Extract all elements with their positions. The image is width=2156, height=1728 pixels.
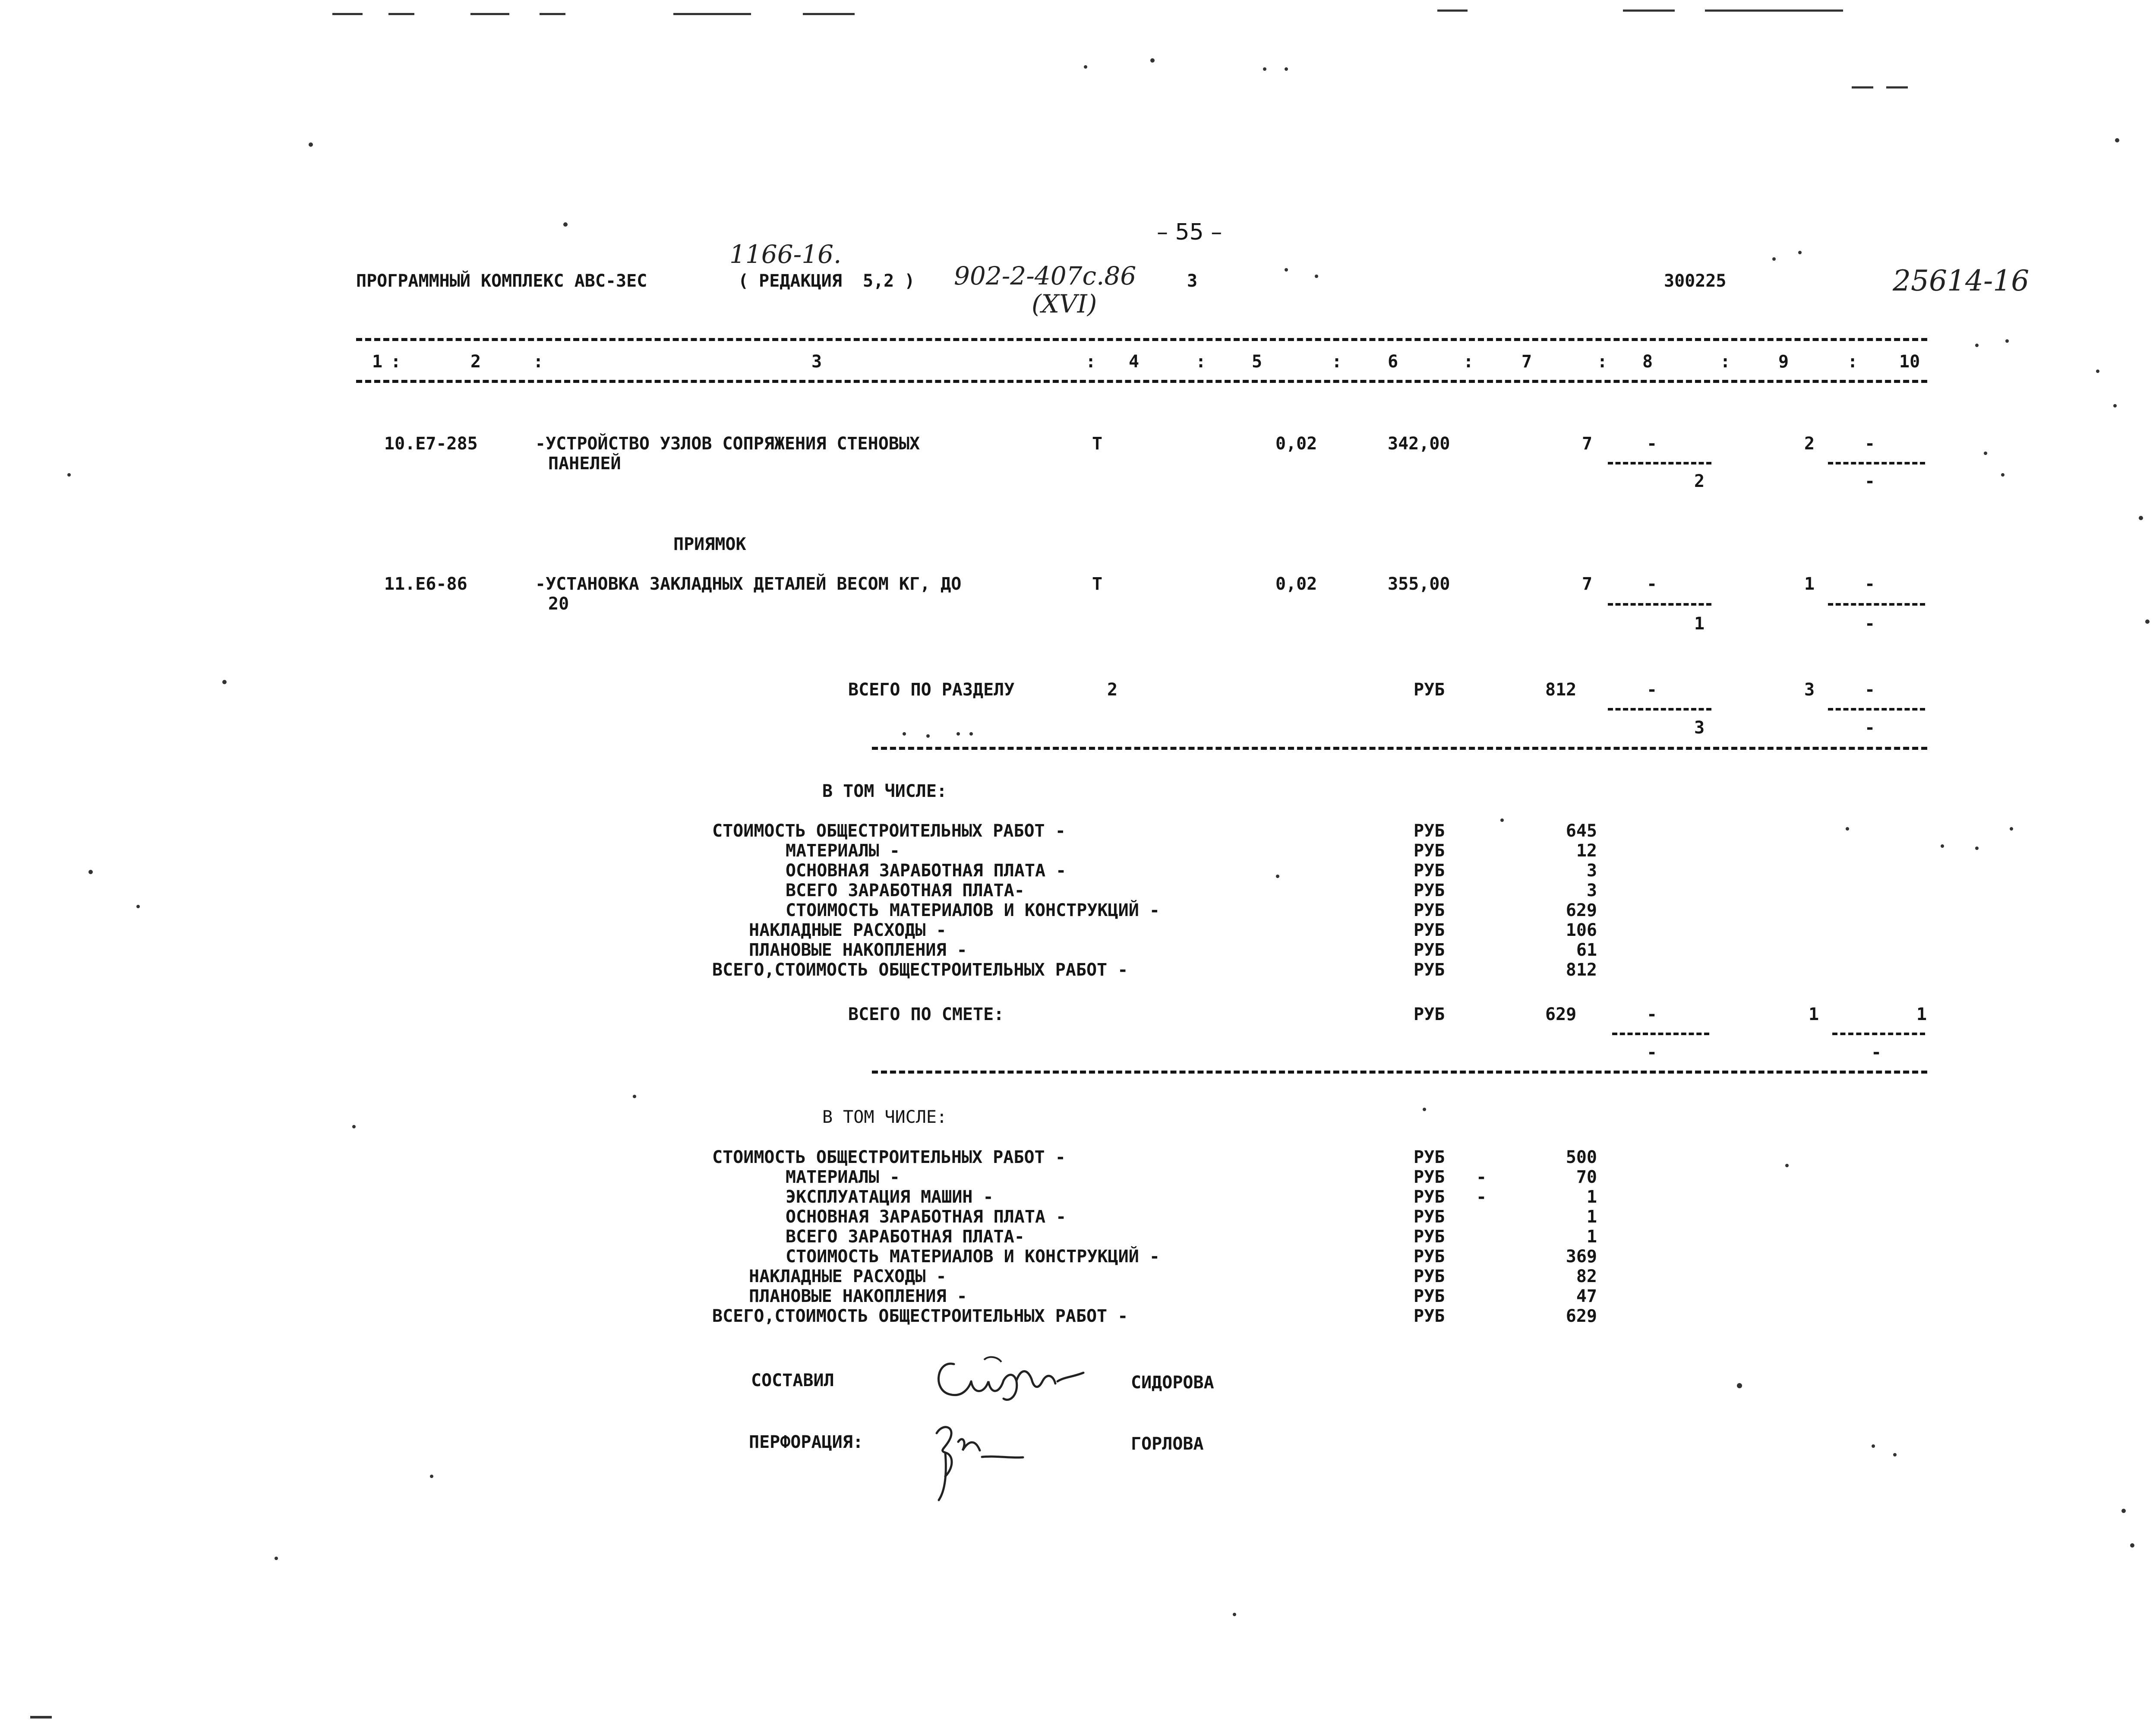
column-separator: : bbox=[533, 352, 544, 372]
breakdown-unit: РУБ bbox=[1414, 1306, 1445, 1326]
handwritten-sheet-number: 25614-16 bbox=[1893, 264, 2030, 297]
row-col8-bottom: 2 bbox=[1694, 471, 1705, 491]
row-col9: 1 bbox=[1804, 574, 1815, 594]
row-col10-bottom: - bbox=[1865, 471, 1875, 491]
estimate-total-col10-top: 1 bbox=[1916, 1005, 1927, 1024]
column-number: 1 bbox=[372, 352, 383, 372]
breakdown-label: ОСНОВНАЯ ЗАРАБОТНАЯ ПЛАТА - bbox=[786, 1207, 1067, 1227]
breakdown-unit: РУБ bbox=[1414, 920, 1445, 940]
breakdown-unit: РУБ bbox=[1414, 1167, 1445, 1187]
row-name: -УСТАНОВКА ЗАКЛАДНЫХ ДЕТАЛЕЙ ВЕСОМ КГ, ДО bbox=[535, 574, 962, 594]
estimate-total-col9: 1 bbox=[1809, 1005, 1819, 1024]
breakdown-value: 3 bbox=[1586, 881, 1597, 900]
breakdown-value: 1 bbox=[1586, 1227, 1597, 1247]
column-number: 4 bbox=[1129, 352, 1140, 372]
breakdown-value: 61 bbox=[1576, 940, 1597, 960]
breakdown-value: 1 bbox=[1586, 1187, 1597, 1207]
column-separator: : bbox=[391, 352, 401, 372]
column-number: 8 bbox=[1642, 352, 1653, 372]
column-separator: : bbox=[1086, 352, 1096, 372]
breakdown-label: СТОИМОСТЬ ОБЩЕСТРОИТЕЛЬНЫХ РАБОТ - bbox=[712, 1147, 1066, 1167]
row-price: 355,00 bbox=[1388, 574, 1450, 594]
breakdown-label: СТОИМОСТЬ МАТЕРИАЛОВ И КОНСТРУКЦИЙ - bbox=[786, 900, 1160, 920]
column-separator: : bbox=[1463, 352, 1474, 372]
row-qty: 0,02 bbox=[1275, 574, 1317, 594]
breakdown-unit: РУБ bbox=[1414, 1207, 1445, 1227]
breakdown-value: 629 bbox=[1566, 900, 1597, 920]
breakdown-value: 645 bbox=[1566, 821, 1597, 841]
breakdown-unit: РУБ bbox=[1414, 1147, 1445, 1167]
estimate-total-unit: РУБ bbox=[1414, 1005, 1445, 1024]
breakdown-label: НАКЛАДНЫЕ РАСХОДЫ - bbox=[749, 920, 947, 940]
column-separator: : bbox=[1720, 352, 1731, 372]
row-col8-bottom: 1 bbox=[1694, 614, 1705, 634]
dash-mark: - bbox=[1476, 1187, 1487, 1207]
breakdown-label: СТОИМОСТЬ МАТЕРИАЛОВ И КОНСТРУКЦИЙ - bbox=[786, 1247, 1160, 1267]
row-total: 7 bbox=[1582, 574, 1593, 594]
section-total-col10-bottom: - bbox=[1865, 718, 1875, 738]
column-number: 10 bbox=[1899, 352, 1920, 372]
row-price: 342,00 bbox=[1388, 434, 1450, 454]
breakdown-label: НАКЛАДНЫЕ РАСХОДЫ - bbox=[749, 1267, 947, 1286]
breakdown-unit: РУБ bbox=[1414, 1227, 1445, 1247]
breakdown-title: В ТОМ ЧИСЛЕ: bbox=[822, 1107, 947, 1127]
column-separator: : bbox=[1847, 352, 1858, 372]
breakdown-title: В ТОМ ЧИСЛЕ: bbox=[822, 781, 947, 801]
row-unit: Т bbox=[1092, 574, 1103, 594]
page-number: – 55 – bbox=[1157, 219, 1222, 245]
row-name-cont: 20 bbox=[548, 594, 569, 614]
breakdown-value: 12 bbox=[1576, 841, 1597, 861]
breakdown-label: ВСЕГО ЗАРАБОТНАЯ ПЛАТА- bbox=[786, 881, 1025, 900]
section-total-col9: 3 bbox=[1804, 680, 1815, 700]
row-col10-top: - bbox=[1865, 434, 1875, 454]
column-separator: : bbox=[1597, 352, 1608, 372]
compiled-by-label: СОСТАВИЛ bbox=[751, 1371, 834, 1390]
column-separator: : bbox=[1332, 352, 1342, 372]
edition-label: ( РЕДАКЦИЯ 5,2 ) bbox=[738, 271, 915, 291]
section-total-unit: РУБ bbox=[1414, 680, 1445, 700]
section-total-label: ВСЕГО ПО РАЗДЕЛУ bbox=[848, 680, 1015, 700]
estimate-total-col8-top: - bbox=[1647, 1005, 1657, 1024]
row-qty: 0,02 bbox=[1275, 434, 1317, 454]
perforation-label: ПЕРФОРАЦИЯ: bbox=[749, 1432, 863, 1452]
breakdown-value: 1 bbox=[1586, 1207, 1597, 1227]
section-total-number: 2 bbox=[1107, 680, 1118, 700]
estimate-total-col10-bottom: - bbox=[1871, 1042, 1882, 1062]
breakdown-unit: РУБ bbox=[1414, 1286, 1445, 1306]
breakdown-unit: РУБ bbox=[1414, 861, 1445, 881]
breakdown-label: ОСНОВНАЯ ЗАРАБОТНАЯ ПЛАТА - bbox=[786, 861, 1067, 881]
section-total-col8-top: - bbox=[1647, 680, 1657, 700]
row-col8-top: - bbox=[1647, 434, 1657, 454]
section-total-col8-bottom: 3 bbox=[1694, 718, 1705, 738]
breakdown-label: ЭКСПЛУАТАЦИЯ МАШИН - bbox=[786, 1187, 994, 1207]
breakdown-value: 106 bbox=[1566, 920, 1597, 940]
breakdown-unit: РУБ bbox=[1414, 821, 1445, 841]
perforation-name: ГОРЛОВА bbox=[1131, 1434, 1204, 1454]
breakdown-label: ВСЕГО ЗАРАБОТНАЯ ПЛАТА- bbox=[786, 1227, 1025, 1247]
breakdown-unit: РУБ bbox=[1414, 1247, 1445, 1267]
breakdown-label: СТОИМОСТЬ ОБЩЕСТРОИТЕЛЬНЫХ РАБОТ - bbox=[712, 821, 1066, 841]
breakdown-unit: РУБ bbox=[1414, 881, 1445, 900]
row-code: 11.Е6-86 bbox=[384, 574, 467, 594]
column-number: 3 bbox=[811, 352, 822, 372]
document-code: 300225 bbox=[1664, 271, 1727, 291]
row-col9: 2 bbox=[1804, 434, 1815, 454]
row-col10-top: - bbox=[1865, 574, 1875, 594]
compiled-by-name: СИДОРОВА bbox=[1131, 1373, 1214, 1393]
section-total-col10-top: - bbox=[1865, 680, 1875, 700]
breakdown-unit: РУБ bbox=[1414, 960, 1445, 980]
handwritten-project-code: 902-2-407с.86 bbox=[954, 261, 1136, 291]
breakdown-value: 47 bbox=[1576, 1286, 1597, 1306]
breakdown-label: ПЛАНОВЫЕ НАКОПЛЕНИЯ - bbox=[749, 940, 967, 960]
section-total-value: 812 bbox=[1545, 680, 1577, 700]
breakdown-unit: РУБ bbox=[1414, 900, 1445, 920]
estimate-total-label: ВСЕГО ПО СМЕТЕ: bbox=[848, 1005, 1004, 1024]
handwritten-album: (XVI) bbox=[1032, 289, 1097, 319]
breakdown-unit: РУБ bbox=[1414, 1267, 1445, 1286]
breakdown-unit: РУБ bbox=[1414, 940, 1445, 960]
column-number: 7 bbox=[1522, 352, 1532, 372]
breakdown-value: 82 bbox=[1576, 1267, 1597, 1286]
column-number: 2 bbox=[470, 352, 481, 372]
breakdown-unit: РУБ bbox=[1414, 841, 1445, 861]
dash-mark: - bbox=[1476, 1167, 1487, 1187]
column-number: 5 bbox=[1252, 352, 1263, 372]
column-number: 9 bbox=[1778, 352, 1789, 372]
breakdown-value: 812 bbox=[1566, 960, 1597, 980]
row-col10-bottom: - bbox=[1865, 614, 1875, 634]
row-unit: Т bbox=[1092, 434, 1103, 454]
breakdown-label: ПЛАНОВЫЕ НАКОПЛЕНИЯ - bbox=[749, 1286, 967, 1306]
breakdown-value: 500 bbox=[1566, 1147, 1597, 1167]
breakdown-label: ВСЕГО,СТОИМОСТЬ ОБЩЕСТРОИТЕЛЬНЫХ РАБОТ - bbox=[712, 1306, 1128, 1326]
breakdown-label: МАТЕРИАЛЫ - bbox=[786, 1167, 900, 1187]
breakdown-value: 629 bbox=[1566, 1306, 1597, 1326]
breakdown-value: 70 bbox=[1576, 1167, 1597, 1187]
breakdown-unit: РУБ bbox=[1414, 1187, 1445, 1207]
row-code: 10.Е7-285 bbox=[384, 434, 478, 454]
column-number: 6 bbox=[1388, 352, 1398, 372]
breakdown-value: 369 bbox=[1566, 1247, 1597, 1267]
row-total: 7 bbox=[1582, 434, 1593, 454]
breakdown-label: ВСЕГО,СТОИМОСТЬ ОБЩЕСТРОИТЕЛЬНЫХ РАБОТ - bbox=[712, 960, 1128, 980]
estimate-total-value: 629 bbox=[1545, 1005, 1577, 1024]
estimate-total-col8-bottom: - bbox=[1647, 1042, 1657, 1062]
handwritten-reference: 1166-16. bbox=[729, 240, 842, 269]
program-title: ПРОГРАММНЫЙ КОМПЛЕКС АВС-ЗЕС bbox=[356, 271, 647, 291]
row-name: -УСТРОЙСТВО УЗЛОВ СОПРЯЖЕНИЯ СТЕНОВЫХ bbox=[535, 434, 920, 454]
breakdown-value: 3 bbox=[1586, 861, 1597, 881]
row-name-cont: ПАНЕЛЕЙ bbox=[548, 454, 621, 474]
column-separator: : bbox=[1196, 352, 1206, 372]
section-title: ПРИЯМОК bbox=[673, 534, 746, 554]
row-col8-top: - bbox=[1647, 574, 1657, 594]
edition-tail: 3 bbox=[1187, 271, 1198, 291]
breakdown-label: МАТЕРИАЛЫ - bbox=[786, 841, 900, 861]
